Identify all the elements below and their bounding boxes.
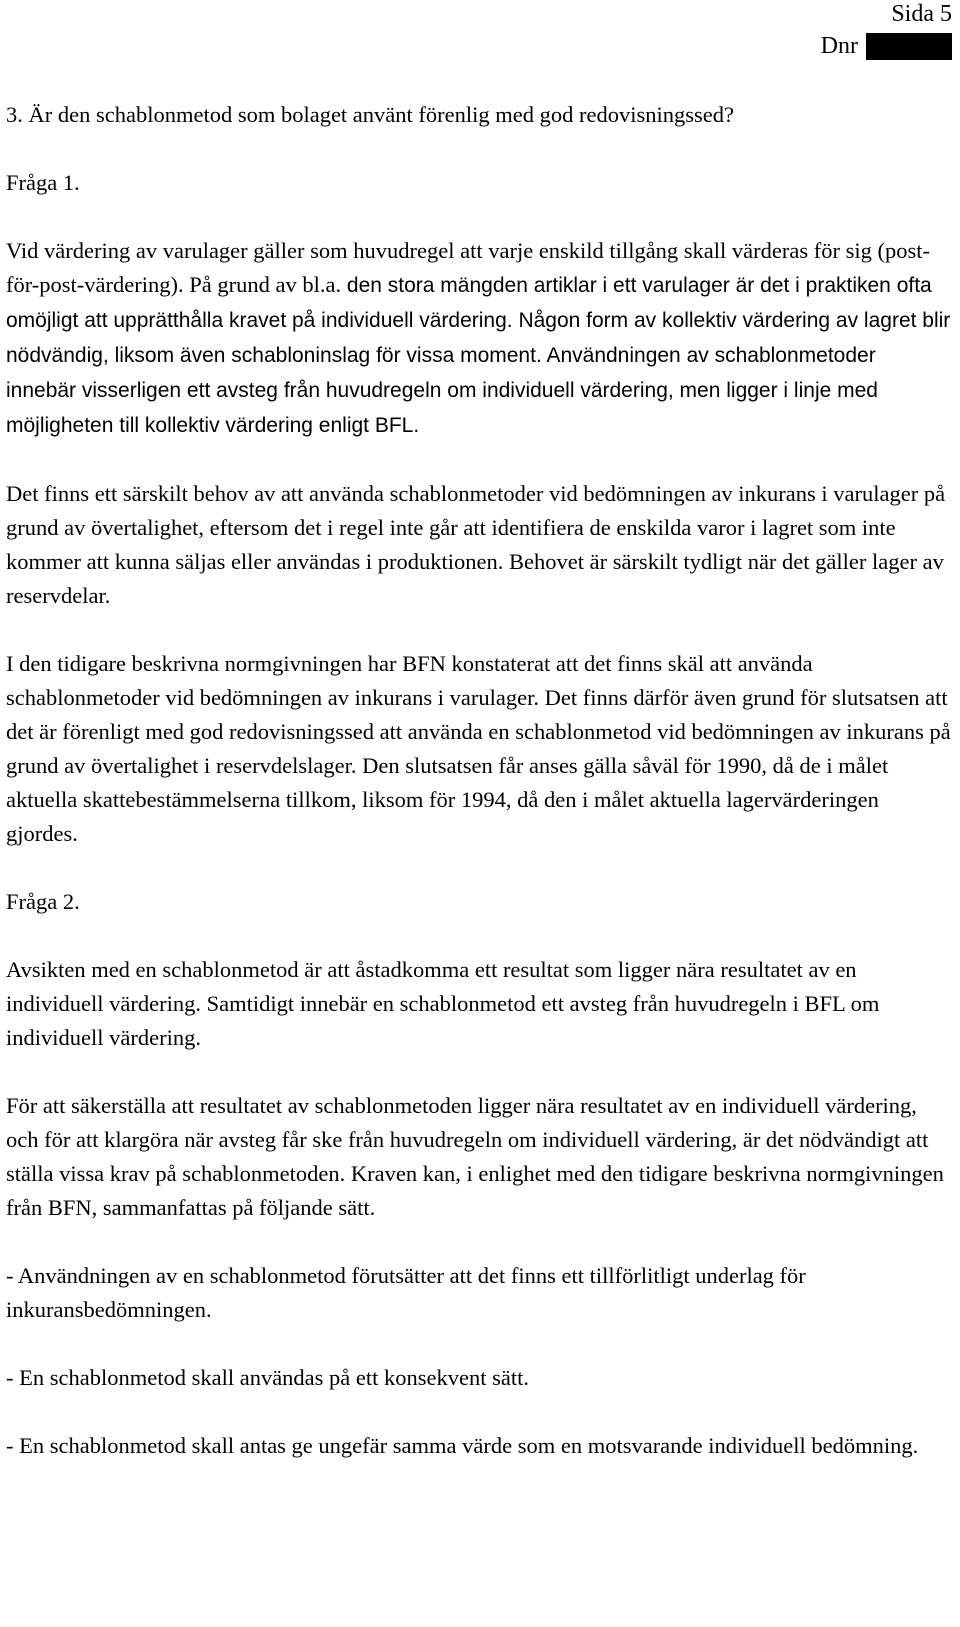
requirement-item-2: - En schablonmetod skall användas på ett konsekvent sätt.: [6, 1365, 529, 1390]
paragraph-1: [6, 234, 951, 443]
question-heading: 3. Är den schablonmetod som bolaget använt förenlig med god redovisningssed?: [6, 102, 734, 127]
paragraph-1-serif: Vid värdering av varulager gäller som huvudregel att varje enskild tillgång skall värderas för sig (post-för-post-värdering). På grund av bl.a.: [6, 238, 930, 297]
requirement-item-3: - En schablonmetod skall antas ge ungefär samma värde som en motsvarande individuell bedömning.: [6, 1433, 919, 1458]
redaction-box: [866, 33, 952, 60]
page-number: Sida 5: [891, 1, 952, 27]
fraga-2-heading: Fråga 2.: [6, 889, 80, 914]
paragraph-2: Det finns ett särskilt behov av att använda schablonmetoder vid bedömningen av inkurans i varulager på grund av övertalighet, eftersom det i regel inte går att identifiera de enskilda varor i lagret som inte kommer att kunna säljas eller användas i produktionen. Behovet är särskilt tydligt när det gäller lager av reservdelar.: [6, 481, 946, 608]
paragraph-4: Avsikten med en schablonmetod är att åstadkomma ett resultat som ligger nära resultatet av en individuell värdering. Samtidigt innebär en schablonmetod ett avsteg från huvudregeln i BFL om individuell värdering.: [6, 957, 880, 1050]
dnr-field: [821, 32, 952, 60]
paragraph-3: I den tidigare beskrivna normgivningen har BFN konstaterat att det finns skäl att använda schablonmetoder vid bedömningen av inkurans i varulager. Det finns därför även grund för slutsatsen att det är förenligt med god redovisningssed att använda en schablonmetod vid bedömningen av inkurans på grund av övertalighet i reservdelslager. Den slutsatsen får anses gälla såväl för 1990, då de i målet aktuella skattebestämmelserna tillkom, liksom för 1994, då den i målet aktuella lagervärderingen gjordes.: [6, 651, 951, 846]
paragraph-5: För att säkerställa att resultatet av schablonmetoden ligger nära resultatet av en individuell värdering, och för att klargöra när avsteg får ske från huvudregeln om individuell värdering, är det nödvändigt att ställa vissa krav på schablonmetoden. Kraven kan, i enlighet med den tidigare beskrivna normgivningen från BFN, sammanfattas på följande sätt.: [6, 1093, 944, 1220]
requirement-item-1: - Användningen av en schablonmetod förutsätter att det finns ett tillförlitligt underlag för inkuransbedömningen.: [6, 1263, 806, 1322]
dnr-label: Dnr: [820, 33, 858, 59]
fraga-1-heading: Fråga 1.: [6, 170, 80, 195]
paragraph-1-sans: den stora mängden artiklar i ett varulager är det i praktiken ofta omöjligt att upprätthålla kravet på individuell värdering. Någon form av kollektiv värdering av lagret blir nödvändig, liksom även schabloninslag för vissa moment. Användningen av schablonmetoder innebär visserligen ett avsteg från huvudregeln om individuell värdering, men ligger i linje med möjligheten till kollektiv värdering enligt BFL.: [6, 274, 951, 437]
page-header: [0, 0, 960, 70]
document-body: [6, 98, 951, 1463]
